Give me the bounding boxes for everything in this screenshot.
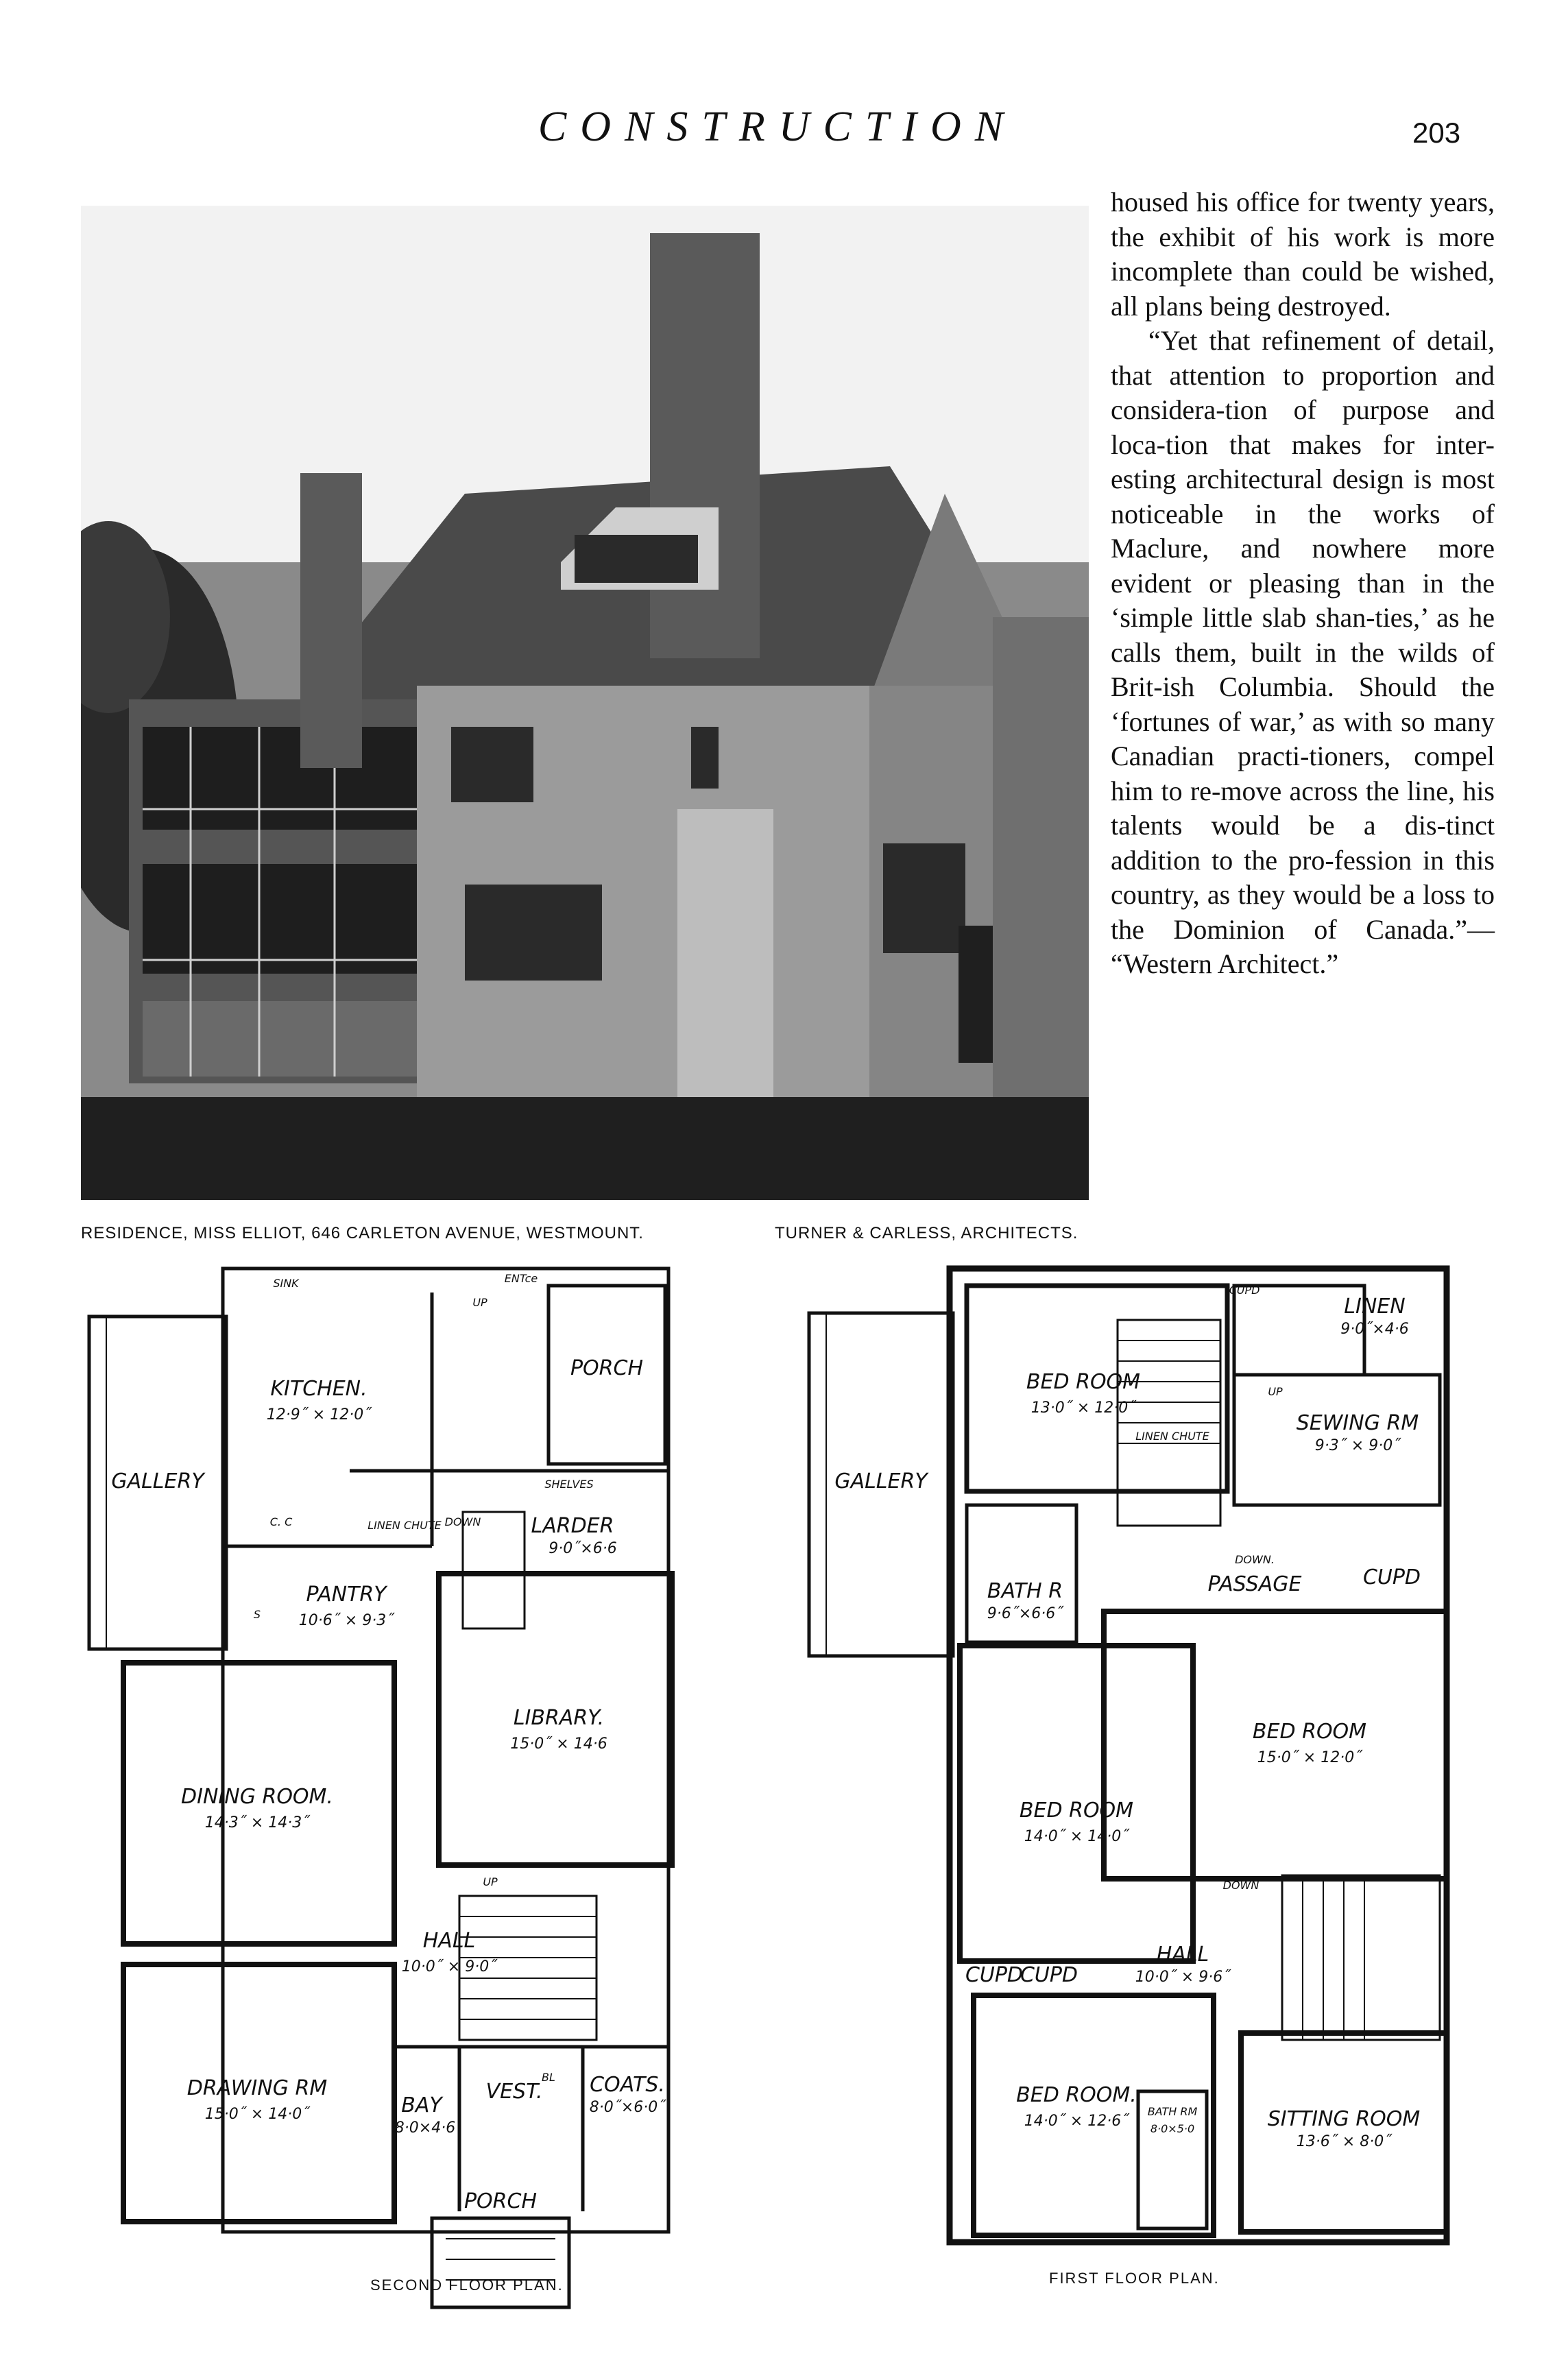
- bedroom-3-dim: 14·0˝ × 14·0˝: [1024, 1828, 1129, 1845]
- cupboard-label: C. C: [269, 1515, 293, 1528]
- kitchen-dim: 12·9˝ × 12·0˝: [266, 1406, 372, 1423]
- pantry-dim: 10·6˝ × 9·3˝: [298, 1612, 394, 1629]
- linen-chute-label: LINEN CHUTE: [1135, 1430, 1209, 1443]
- entrance-label: ENTce: [504, 1272, 538, 1285]
- residence-photo: [81, 206, 1089, 1200]
- sink-s-label: S: [253, 1608, 261, 1621]
- up-label: UP: [472, 1296, 487, 1309]
- hall-dim: 10·0˝ × 9·6˝: [1135, 1969, 1231, 1986]
- bedroom-4-dim: 14·0˝ × 12·6˝: [1024, 2113, 1129, 2130]
- front-porch-label: PORCH: [463, 2189, 538, 2213]
- sitting-room-dim: 13·6˝ × 8·0˝: [1296, 2133, 1392, 2150]
- dining-room-dim: 14·3˝ × 14·3˝: [204, 1814, 310, 1831]
- kitchen-label: KITCHEN.: [270, 1377, 367, 1401]
- larder-label: LARDER: [531, 1514, 614, 1538]
- bedroom-2-label: BED ROOM: [1252, 1720, 1367, 1744]
- larder-dim: 9·0˝×6·6: [549, 1540, 617, 1557]
- journal-title: CONSTRUCTION: [538, 104, 1017, 150]
- article-paragraph: “Yet that refinement of detail, that attention to proportion and considera-tion of purpose and loca-tion that makes for inter-esting architectural design is most noticeable in the works of Maclure, and nowhere more evident or pleasing than in the ‘simple little slab shan-ties,’ as he calls them, built in the wilds of Brit-ish Columbia. Should the ‘fortunes of war,’ as with so many Canadian practi-tioners, compel him to re-move across the line, his talents would be a dis-tinct addition to the pro-fession in this country, as they would be a loss to the Dominion of Canada.”— “Western Architect.”: [1111, 325, 1495, 979]
- bath-1-label: BATH R: [987, 1579, 1063, 1603]
- cupboard-mid-label: CUPD: [1362, 1565, 1421, 1589]
- coats-dim: 8·0˝×6·0˝: [589, 2099, 666, 2116]
- article-paragraph: housed his office for twenty years, the exhibit of his work is more incomplete than could be wished, all plans being destroyed.: [1111, 187, 1495, 322]
- second-floor-caption: SECOND FLOOR PLAN.: [370, 2276, 564, 2294]
- down-label: DOWN: [444, 1515, 481, 1528]
- cupboard-top-label: CUPD: [1229, 1284, 1260, 1297]
- up-label: UP: [1268, 1385, 1283, 1398]
- bath-2-label: BATH RM: [1147, 2105, 1198, 2118]
- bay-dim: 8·0×4·6: [394, 2119, 456, 2137]
- gallery-label: GALLERY: [111, 1469, 204, 1493]
- down-2-label: DOWN: [1222, 1879, 1259, 1892]
- linen-label: LINEN: [1344, 1295, 1406, 1319]
- first-floor-plan: [788, 1251, 1502, 2362]
- library-label: LIBRARY.: [513, 1706, 605, 1730]
- bay-label: BAY: [401, 2093, 442, 2117]
- rear-porch-label: PORCH: [570, 1356, 644, 1380]
- sewing-room-dim: 9·3˝ × 9·0˝: [1314, 1437, 1401, 1454]
- drawing-room-dim: 15·0˝ × 14·0˝: [204, 2106, 310, 2123]
- linen-dim: 9·0˝×4·6: [1340, 1321, 1409, 1338]
- bath-2-dim: 8·0×5·0: [1150, 2122, 1195, 2135]
- vestibule-label: VEST.: [485, 2080, 543, 2104]
- architect-credit: TURNER & CARLESS, ARCHITECTS.: [775, 1224, 1078, 1242]
- cupboard-a-label: CUPD: [965, 1963, 1024, 1987]
- bath-1-dim: 9·6˝×6·6˝: [987, 1605, 1063, 1622]
- drawing-room-label: DRAWING RM: [186, 2076, 328, 2100]
- bedroom-2-dim: 15·0˝ × 12·0˝: [1257, 1749, 1362, 1766]
- second-floor-plan: [75, 1251, 768, 2362]
- bedroom-1-label: BED ROOM: [1026, 1370, 1141, 1394]
- down-label: DOWN.: [1235, 1553, 1275, 1566]
- bedroom-3-label: BED ROOM: [1019, 1799, 1134, 1823]
- hall-dim: 10·0˝ × 9·0˝: [401, 1958, 497, 1975]
- sewing-room-label: SEWING RM: [1296, 1411, 1419, 1435]
- bl-label: BL: [542, 2071, 555, 2084]
- first-floor-drawing: [788, 1251, 1502, 2280]
- hall-up-label: UP: [483, 1875, 498, 1888]
- second-floor-drawing: [75, 1251, 768, 2321]
- cupboard-b-label: CUPD: [1020, 1963, 1078, 1987]
- article-column: [1111, 185, 1495, 982]
- bedroom-4-label: BED ROOM.: [1016, 2083, 1137, 2107]
- page-number: 203: [1412, 117, 1461, 149]
- hall-label: HALL: [422, 1929, 476, 1953]
- linen-chute-label: LINEN CHUTE: [367, 1519, 442, 1532]
- gallery-label: GALLERY: [834, 1469, 928, 1493]
- dining-room-label: DINING ROOM.: [181, 1785, 333, 1809]
- pantry-label: PANTRY: [306, 1583, 387, 1607]
- sitting-room-label: SITTING ROOM: [1267, 2107, 1421, 2131]
- hall-label: HALL: [1156, 1943, 1209, 1967]
- passage-label: PASSAGE: [1207, 1572, 1302, 1596]
- library-dim: 15·0˝ × 14·6: [510, 1735, 607, 1753]
- first-floor-caption: FIRST FLOOR PLAN.: [1049, 2270, 1220, 2287]
- shelves-label: SHELVES: [544, 1478, 594, 1491]
- bedroom-1-dim: 13·0˝ × 12·0˝: [1030, 1399, 1136, 1417]
- photo-caption: RESIDENCE, MISS ELLIOT, 646 CARLETON AVENUE, WESTMOUNT.: [81, 1224, 644, 1242]
- coats-label: COATS.: [590, 2073, 665, 2097]
- sink-label: SINK: [273, 1277, 299, 1290]
- house-illustration: [81, 206, 1089, 1200]
